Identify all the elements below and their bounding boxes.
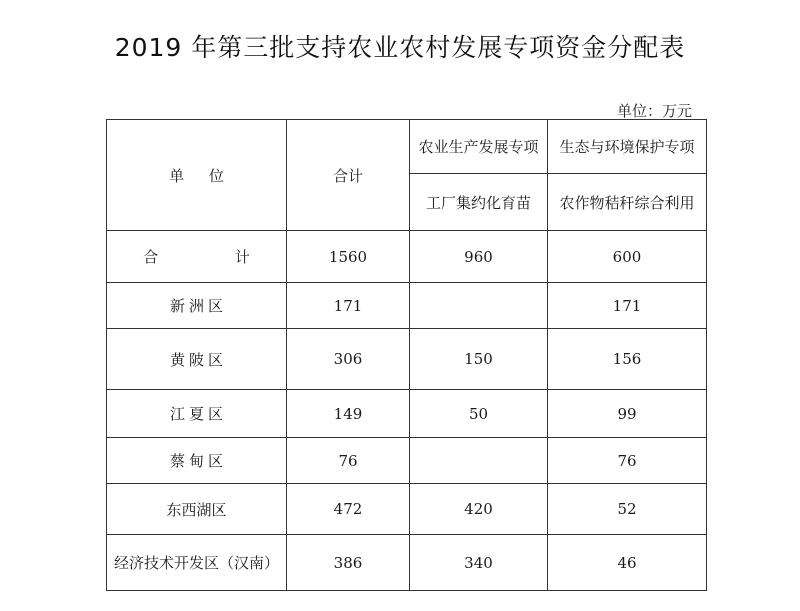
row-col2: 600 bbox=[548, 231, 707, 283]
allocation-table bbox=[106, 119, 707, 591]
row-col2: 76 bbox=[548, 438, 707, 484]
header-row bbox=[107, 120, 707, 174]
header-sub-straw: 农作物秸秆综合利用 bbox=[548, 174, 707, 231]
header-group-eco-environment: 生态与环境保护专项 bbox=[548, 120, 707, 174]
row-total: 149 bbox=[287, 390, 410, 438]
row-col2: 52 bbox=[548, 484, 707, 535]
table-row-total bbox=[107, 231, 707, 283]
row-total: 1560 bbox=[287, 231, 410, 283]
row-col1: 50 bbox=[410, 390, 548, 438]
table-row bbox=[107, 283, 707, 329]
row-total: 171 bbox=[287, 283, 410, 329]
row-col2: 171 bbox=[548, 283, 707, 329]
row-name: 合 计 bbox=[107, 231, 287, 283]
row-total: 472 bbox=[287, 484, 410, 535]
row-name: 新洲区 bbox=[107, 283, 287, 329]
row-col2: 99 bbox=[548, 390, 707, 438]
row-col1 bbox=[410, 438, 548, 484]
table-row bbox=[107, 535, 707, 591]
row-name: 江夏区 bbox=[107, 390, 287, 438]
header-group-agri-production: 农业生产发展专项 bbox=[410, 120, 548, 174]
header-unit: 单 位 bbox=[107, 120, 287, 231]
row-name: 蔡甸区 bbox=[107, 438, 287, 484]
row-col1: 150 bbox=[410, 329, 548, 390]
table-row bbox=[107, 329, 707, 390]
row-col2: 46 bbox=[548, 535, 707, 591]
row-total: 76 bbox=[287, 438, 410, 484]
row-col1: 960 bbox=[410, 231, 548, 283]
row-col1: 340 bbox=[410, 535, 548, 591]
header-total: 合计 bbox=[287, 120, 410, 231]
row-total: 306 bbox=[287, 329, 410, 390]
row-name: 经济技术开发区（汉南） bbox=[107, 535, 287, 591]
header-sub-seedling: 工厂集约化育苗 bbox=[410, 174, 548, 231]
table-row bbox=[107, 438, 707, 484]
row-col2: 156 bbox=[548, 329, 707, 390]
row-name: 东西湖区 bbox=[107, 484, 287, 535]
page-title: 2019 年第三批支持农业农村发展专项资金分配表 bbox=[114, 33, 686, 62]
table-row bbox=[107, 390, 707, 438]
row-name: 黄陂区 bbox=[107, 329, 287, 390]
unit-label: 单位：万元 bbox=[616, 102, 692, 120]
row-col1: 420 bbox=[410, 484, 548, 535]
table-row bbox=[107, 484, 707, 535]
row-col1 bbox=[410, 283, 548, 329]
row-total: 386 bbox=[287, 535, 410, 591]
